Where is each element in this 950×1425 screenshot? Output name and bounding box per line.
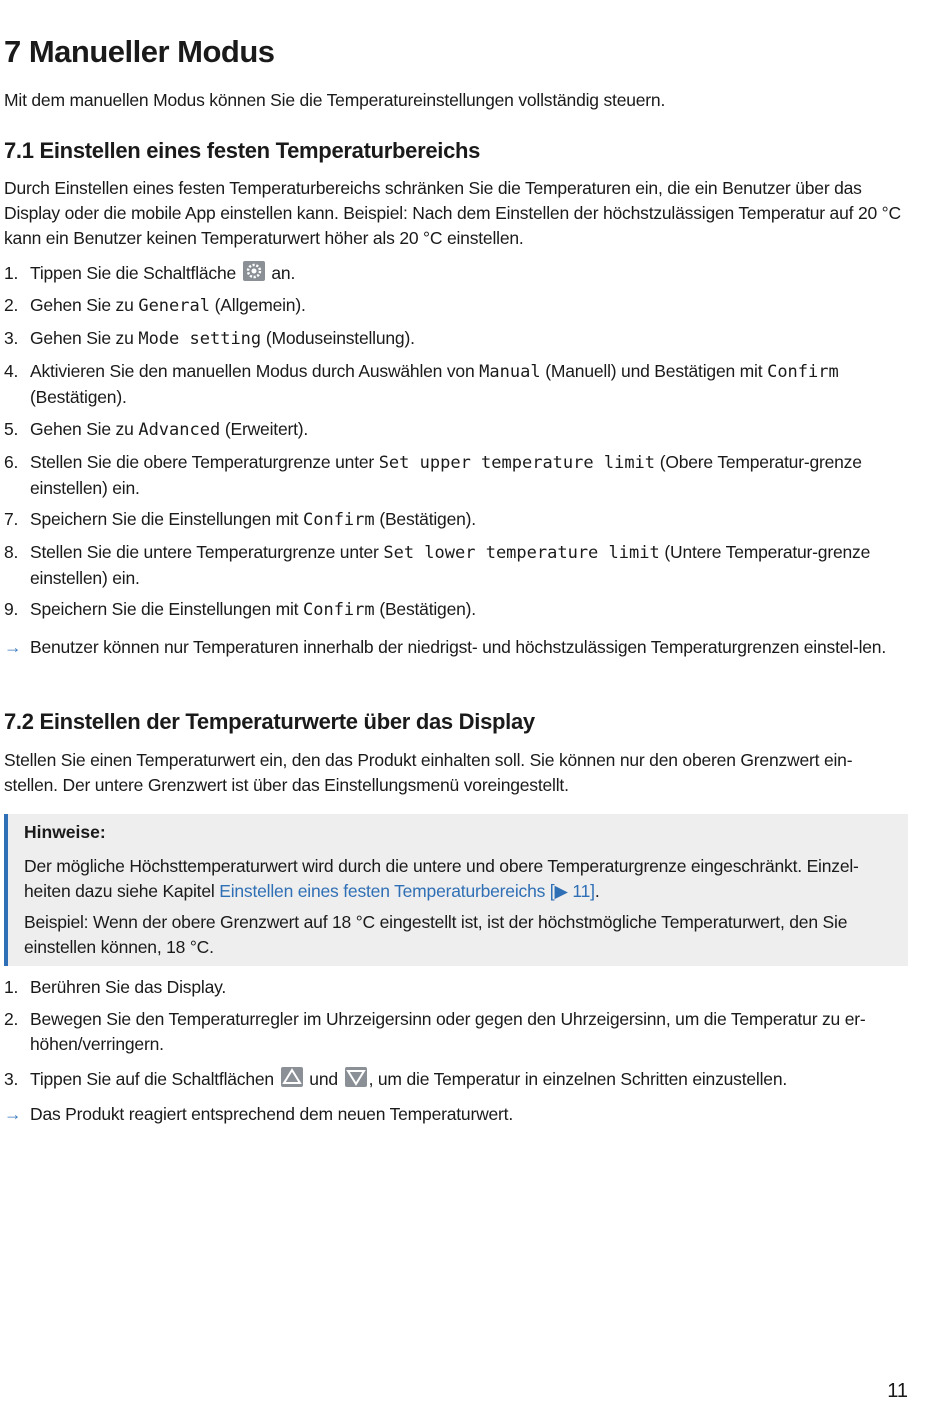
step-number: 7.	[4, 509, 19, 529]
step-text: (Bestätigen).	[30, 387, 127, 407]
link-text: Einstellen eines festen Temperaturbereichs [	[219, 881, 555, 901]
play-icon: ▶	[554, 881, 573, 901]
list-item	[4, 597, 904, 623]
step-number: 2.	[4, 1009, 19, 1029]
note-box	[4, 814, 908, 966]
list-item	[4, 540, 904, 591]
note-paragraph-1	[24, 854, 894, 904]
step-number: 8.	[4, 542, 19, 562]
menu-code: General	[138, 296, 210, 316]
list-item	[4, 293, 904, 319]
menu-code: Confirm	[302, 510, 375, 530]
gear-icon	[243, 261, 265, 281]
note-text: .	[594, 881, 600, 901]
menu-code: Advanced	[138, 420, 221, 440]
step-text: Stellen Sie die obere Temperaturgrenze unter	[30, 452, 375, 472]
step-text: Stellen Sie die untere Temperaturgrenze unter	[30, 542, 379, 562]
step-text: und	[309, 1069, 338, 1089]
menu-code: Set upper temperature limit	[378, 453, 656, 473]
step-number: 1.	[4, 977, 19, 997]
result-text: Das Produkt reagiert entsprechend dem neuen Temperaturwert.	[30, 1104, 514, 1124]
result-text: Benutzer können nur Temperaturen innerhalb der niedrigst- und höchstzulässigen Temperaturgrenzen einstel-len.	[30, 637, 887, 657]
step-text: Gehen Sie zu	[30, 328, 134, 348]
step-text: Tippen Sie die Schaltfläche	[30, 263, 237, 283]
menu-code: Set lower temperature limit	[383, 543, 660, 563]
list-item	[4, 261, 904, 286]
page-heading: 7 Manueller Modus	[4, 34, 275, 69]
step-text: an.	[271, 263, 296, 283]
step-number: 3.	[4, 328, 19, 348]
step-text: Gehen Sie zu	[30, 419, 134, 439]
arrow-down-icon	[345, 1067, 367, 1087]
step-number: 5.	[4, 419, 19, 439]
step-text: (Obere Temperatur-grenze einstellen) ein.	[30, 452, 862, 498]
section-2-body: Stellen Sie einen Temperaturwert ein, den das Produkt einhalten soll. Sie können nur den oberen Grenzwert ein-stellen. Der untere Grenzwert ist über das Einstellungsmenü voreingestellt.	[4, 750, 853, 795]
step-text: (Allgemein).	[214, 295, 306, 315]
step-text: (Moduseinstellung).	[265, 328, 415, 348]
chapter-link[interactable]	[219, 881, 595, 901]
menu-code: Manual	[479, 362, 541, 382]
step-text: (Manuell) und Bestätigen mit	[545, 361, 763, 381]
step-text: (Erweitert).	[224, 419, 309, 439]
section-2-result	[4, 1102, 904, 1127]
step-text: Speichern Sie die Einstellungen mit	[30, 509, 299, 529]
step-text: Tippen Sie auf die Schaltflächen	[30, 1069, 274, 1089]
note-text: Der mögliche Höchsttemperaturwert wird durch die untere und obere Temperaturgrenze eingeschränkt. Einzel-heiten dazu siehe Kapitel	[24, 856, 859, 901]
section-1-result	[4, 635, 904, 660]
list-item	[4, 359, 904, 410]
menu-code: Confirm	[302, 600, 375, 620]
step-number: 6.	[4, 452, 19, 472]
step-text: (Bestätigen).	[379, 509, 476, 529]
note-paragraph-2: Beispiel: Wenn der obere Grenzwert auf 18 °C eingestellt ist, ist der höchstmögliche Temperaturwert, den Sie einstellen können, 18 °C.	[24, 912, 848, 957]
step-text: Bewegen Sie den Temperaturregler im Uhrzeigersinn oder gegen den Uhrzeigersinn, um die Temperatur zu er-höhen/verringern.	[30, 1009, 866, 1054]
menu-code: Mode setting	[138, 329, 262, 349]
step-number: 4.	[4, 361, 19, 381]
page-number: 11	[887, 1380, 908, 1402]
step-number: 3.	[4, 1069, 19, 1089]
list-item	[4, 975, 904, 1000]
step-text: (Bestätigen).	[379, 599, 476, 619]
step-number: 2.	[4, 295, 19, 315]
step-text: , um die Temperatur in einzelnen Schritten einzustellen.	[368, 1069, 788, 1089]
list-item	[4, 507, 904, 533]
step-text: Speichern Sie die Einstellungen mit	[30, 599, 299, 619]
section-2-title: 7.2 Einstellen der Temperaturwerte über das Display	[4, 709, 535, 734]
step-number: 9.	[4, 599, 19, 619]
menu-code: Confirm	[767, 362, 839, 382]
step-text: Berühren Sie das Display.	[30, 977, 227, 997]
arrow-up-icon	[281, 1067, 303, 1087]
link-page: 11]	[572, 881, 595, 901]
list-item	[4, 450, 904, 501]
note-title: Hinweise:	[24, 822, 106, 842]
intro-text: Mit dem manuellen Modus können Sie die Temperatureinstellungen vollständig steuern.	[4, 90, 666, 110]
section-1-title: 7.1 Einstellen eines festen Temperaturbereichs	[4, 138, 481, 163]
list-item	[4, 326, 904, 352]
result-arrow-icon: →	[4, 1104, 22, 1124]
list-item	[4, 1067, 904, 1092]
step-text: Gehen Sie zu	[30, 295, 134, 315]
step-text: Aktivieren Sie den manuellen Modus durch Auswählen von	[30, 361, 475, 381]
result-arrow-icon: →	[4, 637, 22, 657]
step-number: 1.	[4, 263, 19, 283]
section-1-body: Durch Einstellen eines festen Temperaturbereichs schränken Sie die Temperaturen ein, die ein Benutzer über das Display oder die mobile App einstellen kann. Beispiel: Nach dem Einstellen der höchstzulässigen Temperatur auf 20 °C kann ein Benutzer keinen Temperaturwert höher als 20 °C einstellen.	[4, 178, 901, 248]
list-item	[4, 417, 904, 443]
list-item	[4, 1007, 904, 1057]
step-text: (Untere Temperatur-grenze einstellen) ein.	[30, 542, 871, 588]
